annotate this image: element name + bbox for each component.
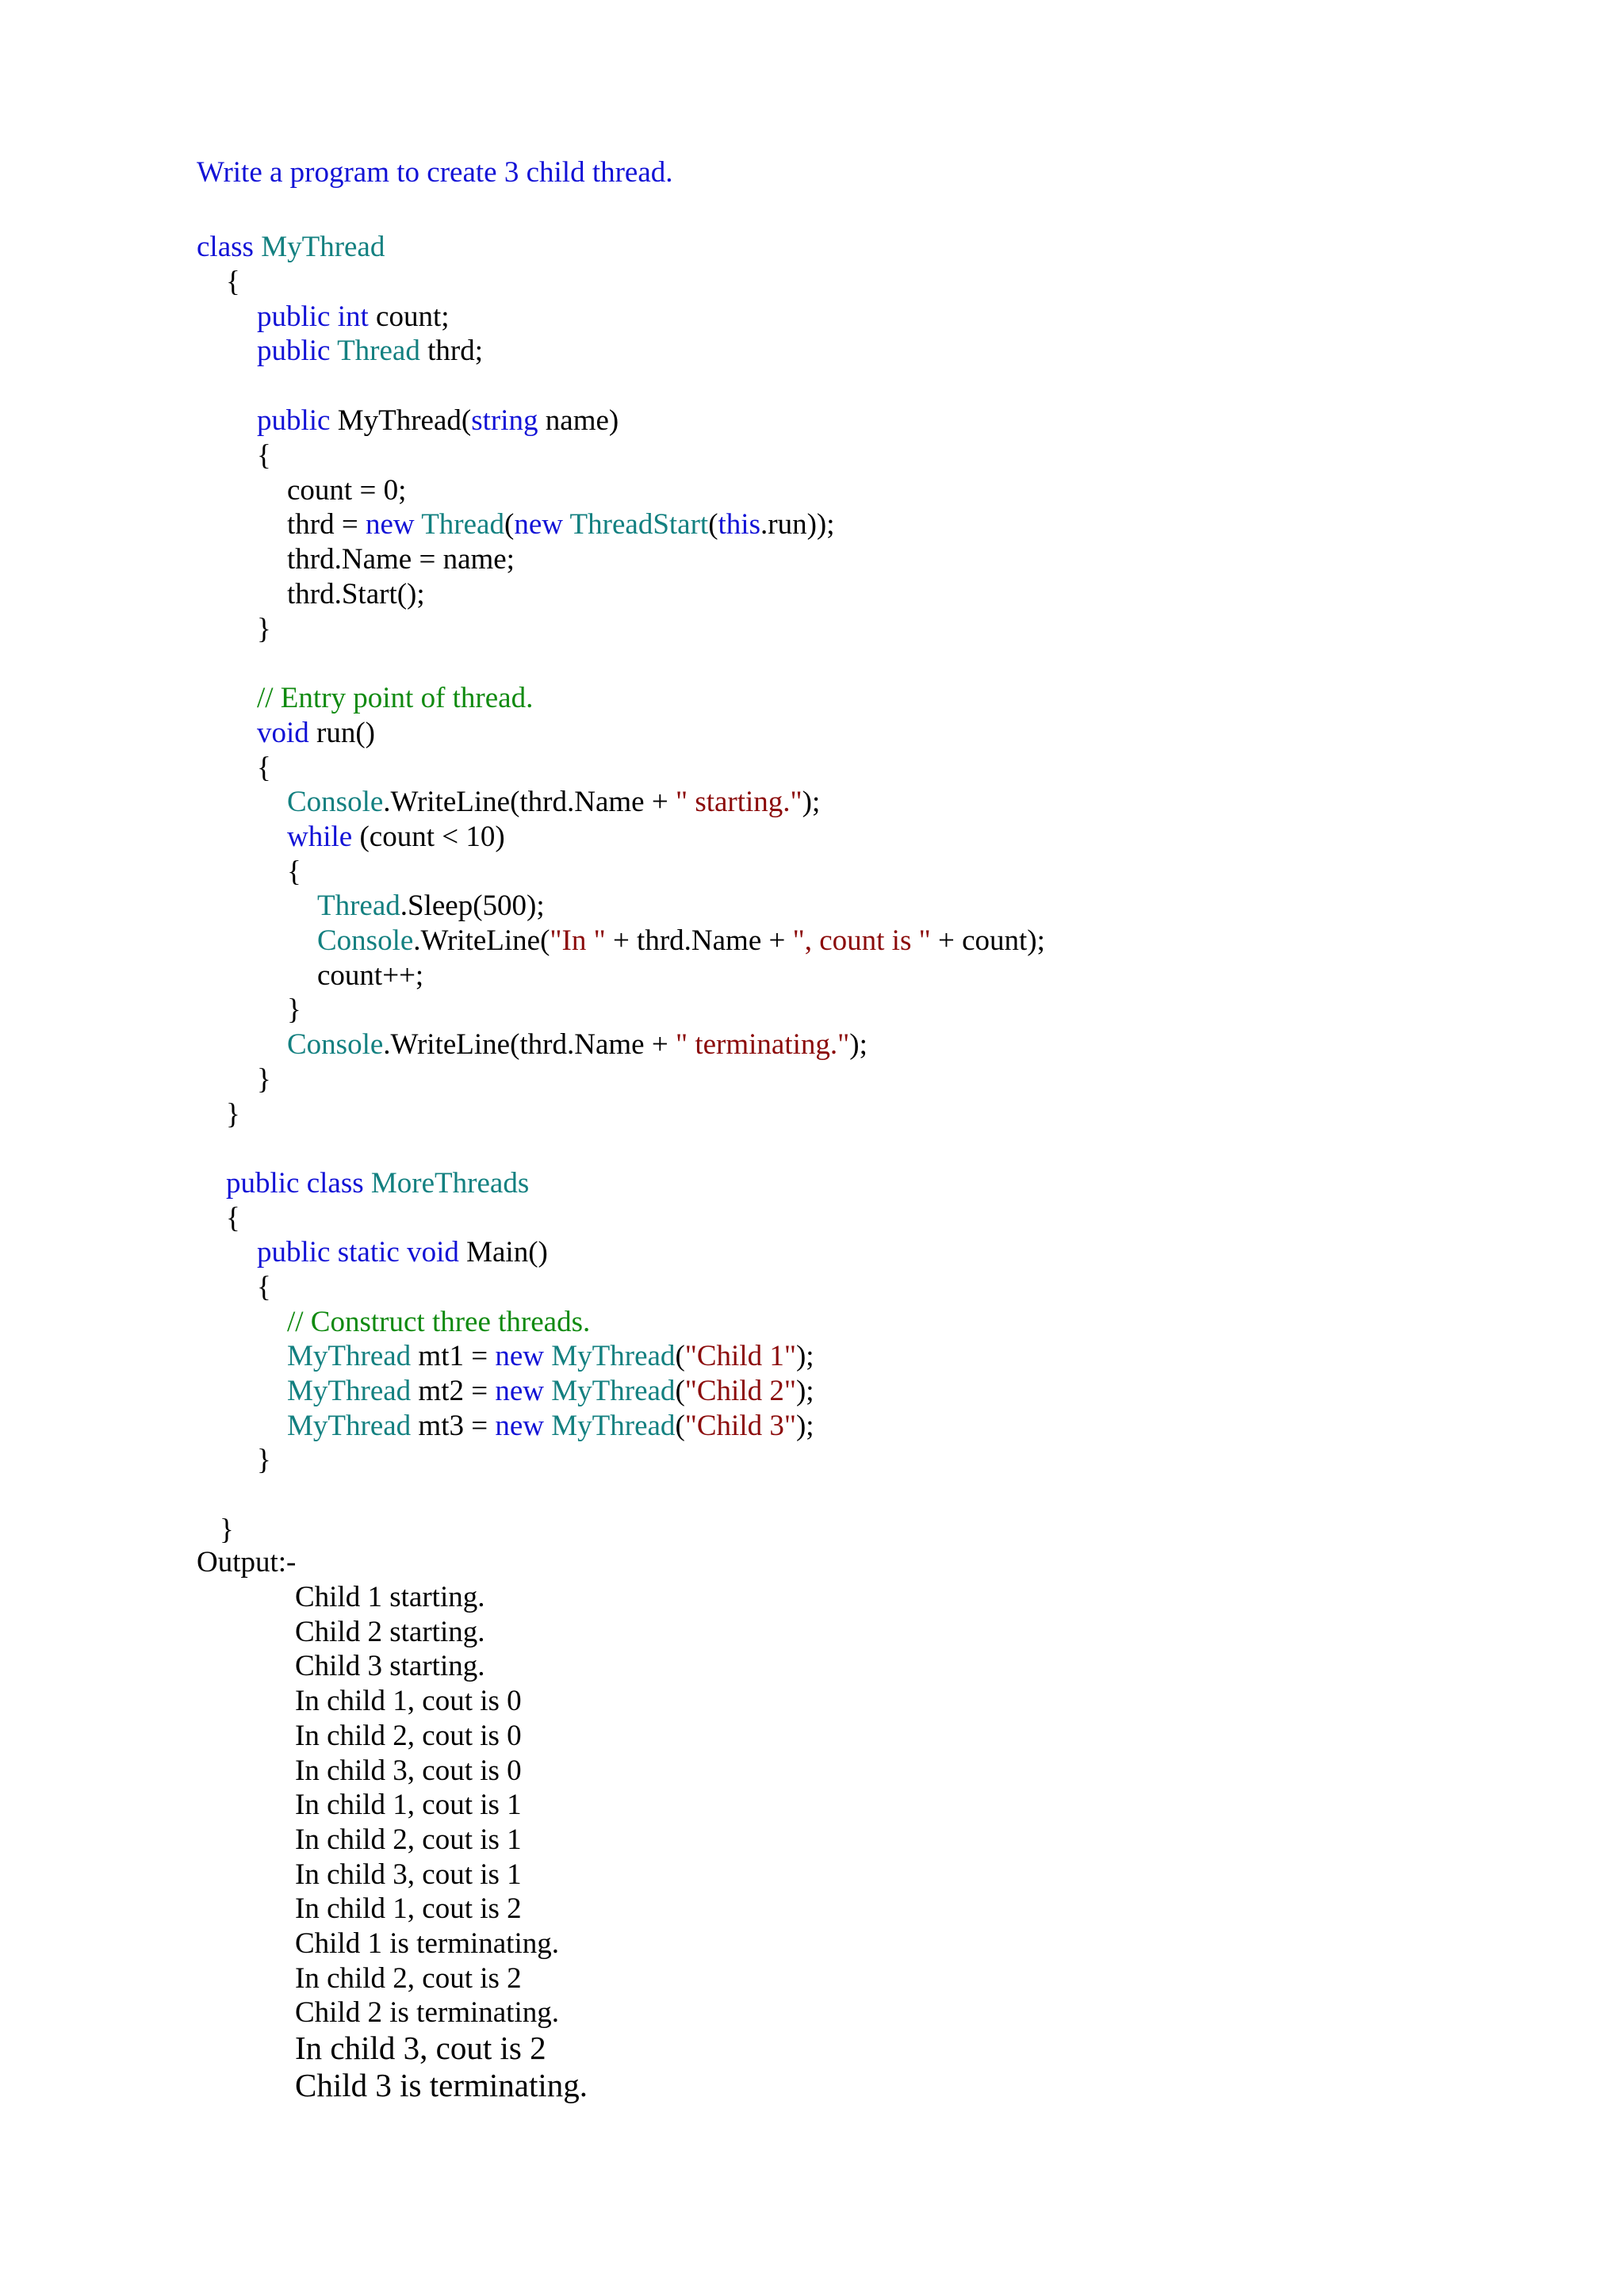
code-token-type: MoreThreads: [370, 1167, 530, 1200]
code-token-plain: thrd;: [427, 335, 483, 367]
code-token-plain: MyThread(: [337, 404, 472, 437]
code-token-plain: mt3 =: [418, 1410, 496, 1442]
code-token-plain: (count < 10): [359, 821, 505, 853]
code-token-plain: );: [795, 1340, 814, 1372]
code-token-keyword: public: [257, 404, 338, 437]
code-line: [257, 1235, 548, 1270]
code-token-keyword: void: [257, 717, 317, 749]
code-line: [287, 577, 425, 612]
code-token-plain: (: [675, 1410, 685, 1442]
code-token-keyword: new: [365, 508, 422, 541]
code-token-plain: count++;: [317, 959, 424, 992]
code-line: [287, 993, 301, 1027]
code-token-keyword: public: [257, 335, 338, 367]
code-token-string: "In ": [550, 924, 606, 957]
code-line: [287, 473, 406, 508]
code-line: [257, 438, 271, 473]
output-line: Child 2 is terminating.: [295, 1996, 559, 2030]
code-token-plain: thrd =: [287, 508, 366, 541]
code-token-type: Console: [287, 786, 384, 818]
code-token-plain: mt1 =: [418, 1340, 496, 1372]
code-line: [287, 1339, 814, 1374]
code-token-keyword: public class: [226, 1167, 371, 1200]
code-token-plain: }: [257, 1063, 271, 1096]
code-token-keyword: string: [471, 404, 546, 437]
code-token-string: " starting.": [675, 786, 802, 818]
code-token-plain: {: [257, 1271, 271, 1303]
code-token-type: Console: [287, 1028, 384, 1061]
code-token-type: ThreadStart: [569, 508, 709, 541]
code-token-plain: + thrd.Name +: [605, 924, 793, 957]
code-token-comment: // Entry point of thread.: [257, 682, 534, 714]
code-token-type: MyThread: [287, 1375, 419, 1407]
code-line: [226, 1201, 240, 1236]
code-line: [287, 1305, 590, 1340]
code-line: [287, 1409, 814, 1444]
code-line: [257, 334, 483, 369]
code-line: [257, 1270, 271, 1305]
code-token-plain: run(): [316, 717, 375, 749]
code-token-type: Thread: [317, 890, 400, 922]
code-token-plain: );: [849, 1028, 868, 1061]
page-title: Write a program to create 3 child thread.: [197, 156, 673, 189]
code-token-plain: name): [545, 404, 619, 437]
code-token-plain: );: [795, 1375, 814, 1407]
code-token-plain: count = 0;: [287, 474, 407, 507]
code-line: [287, 785, 820, 820]
code-line: [317, 889, 545, 924]
code-token-type: MyThread: [551, 1375, 676, 1407]
code-token-plain: }: [257, 1444, 271, 1476]
code-line: [287, 1027, 868, 1062]
output-line: In child 3, cout is 2: [295, 2030, 546, 2066]
code-line: [287, 507, 835, 542]
code-token-plain: Main(): [466, 1236, 548, 1269]
output-line: In child 2, cout is 2: [295, 1961, 522, 1995]
code-line: [226, 265, 240, 300]
output-line: Child 1 starting.: [295, 1581, 485, 1613]
output-line: In child 2, cout is 1: [295, 1823, 522, 1856]
code-token-plain: (: [675, 1340, 685, 1372]
code-line: [287, 542, 515, 577]
code-token-plain: .WriteLine(: [413, 924, 550, 957]
code-line: [257, 1443, 271, 1478]
code-token-plain: );: [802, 786, 821, 818]
code-line: [287, 820, 505, 855]
code-token-plain: {: [287, 855, 301, 888]
output-line: In child 1, cout is 1: [295, 1789, 522, 1822]
code-token-keyword: public int: [257, 300, 377, 333]
code-line: [317, 924, 1045, 959]
code-token-plain: }: [226, 1098, 240, 1131]
code-token-keyword: new: [495, 1410, 552, 1442]
code-token-string: " terminating.": [675, 1028, 850, 1061]
code-line: [287, 1374, 814, 1409]
code-token-plain: {: [226, 1202, 240, 1234]
code-token-keyword: new: [495, 1375, 552, 1407]
code-token-plain: .WriteLine(thrd.Name +: [383, 1028, 676, 1061]
code-token-plain: {: [257, 752, 271, 784]
code-line: [257, 716, 375, 751]
code-token-keyword: new: [514, 508, 570, 541]
code-token-plain: (: [504, 508, 515, 541]
code-line: [287, 855, 301, 890]
code-token-plain: );: [795, 1410, 814, 1442]
code-token-keyword: this: [718, 508, 760, 541]
code-line: [226, 1097, 240, 1132]
code-line: [226, 1166, 529, 1201]
code-token-plain: }: [220, 1513, 234, 1546]
code-token-plain: .run));: [760, 508, 835, 541]
code-line: [257, 404, 619, 438]
code-line: [257, 1062, 271, 1097]
code-token-string: "Child 1": [684, 1340, 796, 1372]
code-line: [257, 681, 533, 716]
code-token-type: MyThread: [287, 1410, 419, 1442]
code-token-plain: mt2 =: [418, 1375, 496, 1407]
code-token-plain: count;: [376, 300, 450, 333]
code-token-plain: + count);: [930, 924, 1045, 957]
code-line: [197, 230, 385, 265]
code-token-keyword: while: [287, 821, 360, 853]
code-token-plain: .Sleep(500);: [400, 890, 545, 922]
code-token-type: MyThread: [287, 1340, 419, 1372]
code-token-type: MyThread: [551, 1410, 676, 1442]
code-token-type: Console: [317, 924, 414, 957]
code-token-type: Thread: [421, 508, 504, 541]
code-token-plain: .WriteLine(thrd.Name +: [383, 786, 676, 818]
code-token-type: MyThread: [261, 231, 385, 263]
code-token-type: MyThread: [551, 1340, 676, 1372]
code-token-keyword: new: [495, 1340, 552, 1372]
code-line: [257, 300, 450, 335]
output-line: In child 1, cout is 2: [295, 1892, 522, 1926]
output-line: In child 1, cout is 0: [295, 1685, 522, 1718]
code-token-comment: // Construct three threads.: [287, 1306, 591, 1338]
code-token-type: Thread: [337, 335, 428, 367]
output-line: Child 3 starting.: [295, 1650, 485, 1683]
code-line: [257, 751, 271, 786]
code-token-plain: (: [708, 508, 718, 541]
code-line: [257, 612, 271, 647]
output-label: Output:-: [197, 1546, 297, 1578]
code-token-string: ", count is ": [792, 924, 931, 957]
code-token-plain: thrd.Name = name;: [287, 543, 515, 576]
code-token-plain: {: [257, 439, 271, 472]
output-line: Child 2 starting.: [295, 1615, 485, 1648]
code-token-string: "Child 3": [684, 1410, 796, 1442]
code-token-keyword: class: [197, 231, 262, 263]
code-line: [317, 959, 423, 993]
code-token-plain: }: [257, 613, 271, 645]
output-line: In child 3, cout is 0: [295, 1754, 522, 1787]
output-line: Child 1 is terminating.: [295, 1927, 559, 1960]
code-token-plain: {: [226, 266, 240, 298]
code-line: [220, 1513, 234, 1548]
code-token-keyword: public static void: [257, 1236, 467, 1269]
code-token-plain: thrd.Start();: [287, 578, 425, 610]
output-line: In child 2, cout is 0: [295, 1719, 522, 1752]
output-line: In child 3, cout is 1: [295, 1858, 522, 1891]
code-token-plain: (: [675, 1375, 685, 1407]
output-line: Child 3 is terminating.: [295, 2067, 588, 2103]
code-token-string: "Child 2": [684, 1375, 796, 1407]
code-token-plain: }: [287, 993, 301, 1026]
